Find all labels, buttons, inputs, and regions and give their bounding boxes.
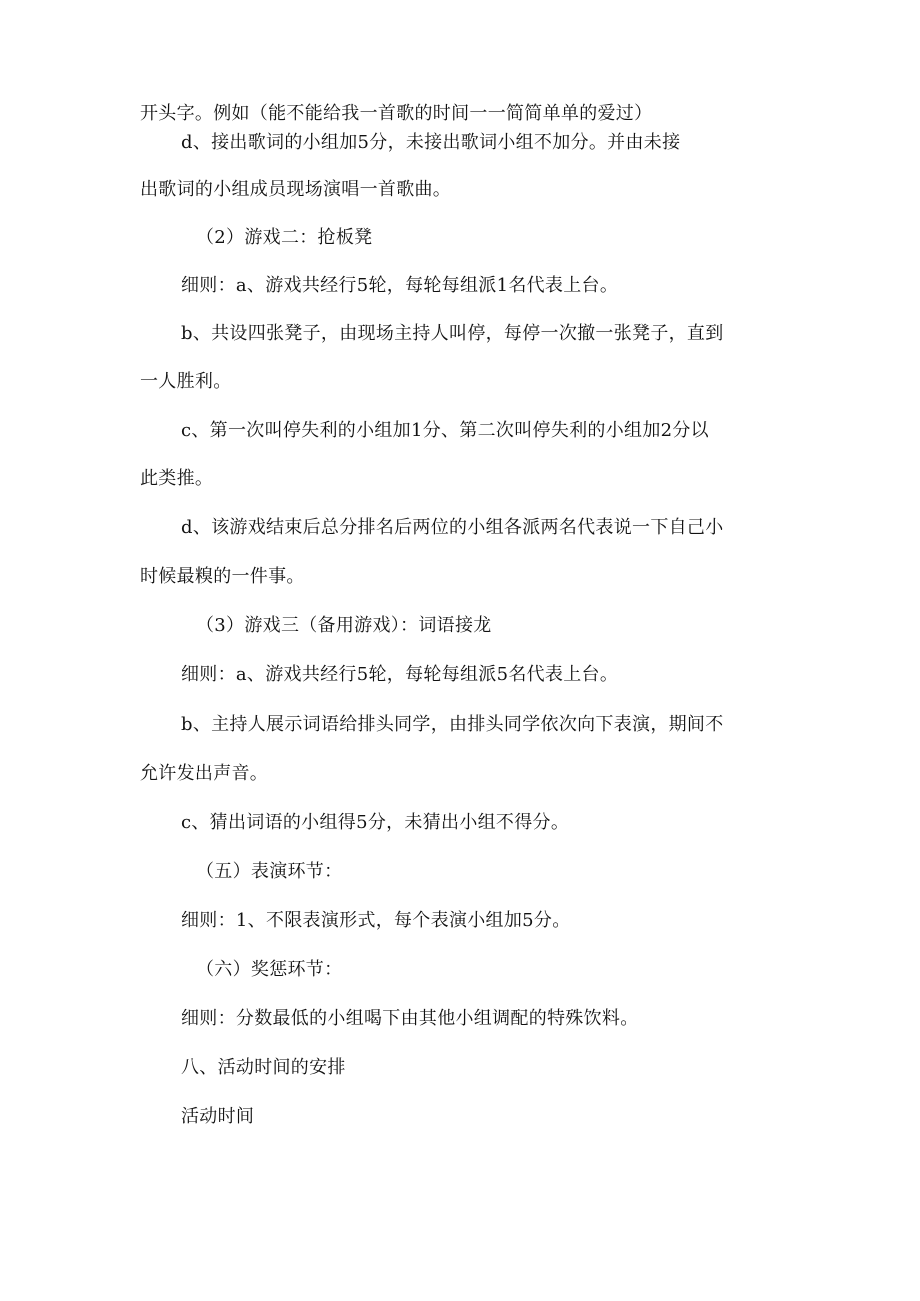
text-line: 此类推。 <box>140 468 214 489</box>
text-line: b、主持人展示词语给排头同学，由排头同学依次向下表演，期间不 <box>181 714 724 735</box>
text-line: 细则：a、游戏共经行5轮，每轮每组派5名代表上台。 <box>181 664 619 685</box>
text-line: d、接出歌词的小组加5分，未接出歌词小组不加分。并由未接 <box>181 132 681 153</box>
text-line: 活动时间 <box>181 1106 255 1127</box>
text-line: 细则：a、游戏共经行5轮，每轮每组派1名代表上台。 <box>181 275 619 296</box>
text-line: 细则：1、不限表演形式，每个表演小组加5分。 <box>181 910 571 931</box>
section-heading: （3）游戏三（备用游戏）：词语接龙 <box>196 615 492 636</box>
text-line: 出歌词的小组成员现场演唱一首歌曲。 <box>140 179 452 200</box>
text-line: 允许发出声音。 <box>140 763 269 784</box>
text-line: d、该游戏结束后总分排名后两位的小组各派两名代表说一下自己小 <box>181 517 724 538</box>
text-line: 一人胜利。 <box>140 371 232 392</box>
section-heading: （六）奖惩环节： <box>196 959 343 980</box>
text-line: 时候最糗的一件事。 <box>140 566 305 587</box>
text-line: b、共设四张凳子，由现场主持人叫停，每停一次撤一张凳子，直到 <box>181 323 724 344</box>
section-heading: 八、活动时间的安排 <box>181 1057 346 1078</box>
text-line: c、猜出词语的小组得5分，未猜出小组不得分。 <box>181 812 570 833</box>
text-line: c、第一次叫停失利的小组加1分、第二次叫停失利的小组加2分以 <box>181 420 709 441</box>
section-heading: （五）表演环节： <box>196 861 343 882</box>
text-line: 开头字。例如（能不能给我一首歌的时间一一简简单单的爱过） <box>140 103 653 124</box>
section-heading: （2）游戏二：抢板凳 <box>196 227 373 248</box>
text-line: 细则：分数最低的小组喝下由其他小组调配的特殊饮料。 <box>181 1008 639 1029</box>
